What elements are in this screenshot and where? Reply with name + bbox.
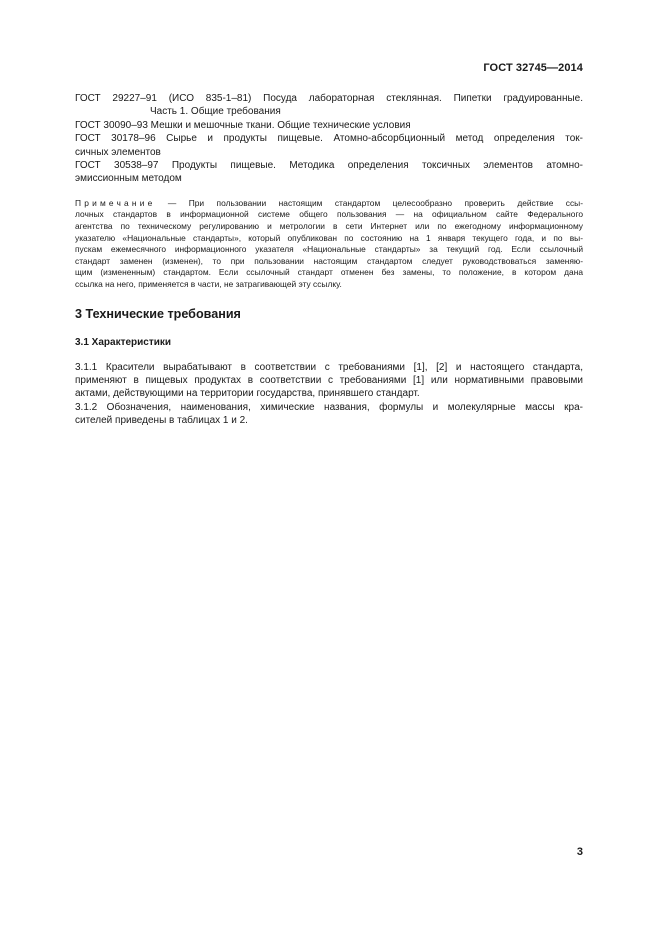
- note-line: щим (измененным) стандартом. Если ссылочный стандарт отменен без замены, то положение, в котором дана: [75, 267, 583, 278]
- note-label: Примечание: [75, 197, 156, 208]
- reference-item: [75, 159, 583, 186]
- reference-line: ГОСТ 30538–97 Продукты пищевые. Методика определения токсичных элементов атомно-: [75, 160, 583, 172]
- reference-item: [75, 119, 583, 132]
- reference-line: эмиссионным методом: [75, 173, 182, 185]
- note-line: пускам ежемесячного информационного указателя «Национальные стандарты» за текущий год. Если ссылочный: [75, 244, 583, 255]
- note-line: Примечание — При пользовании настоящим стандартом целесообразно проверить действие ссы-: [75, 197, 583, 208]
- subsection-title: 3.1 Характеристики: [75, 336, 172, 348]
- paragraph-line: сителей приведены в таблицах 1 и 2.: [75, 415, 248, 427]
- page-number: 3: [576, 846, 583, 858]
- reference-line: сичных элементов: [75, 146, 161, 158]
- paragraph-line: применяют в пищевых продуктах в соответствии с требованиями [1] или нормативными правовыми: [75, 375, 583, 386]
- note-line: лочных стандартов в информационной системе общего пользования — на официальном сайте Федерального: [75, 209, 583, 220]
- reference-line: ГОСТ 30178–96 Сырье и продукты пищевые. Атомно-абсорбционный метод определения ток-: [75, 133, 583, 145]
- reference-line: ГОСТ 30090–93 Мешки и мешочные ткани. Общие технические условия: [75, 119, 411, 131]
- note-line: ссылка на него, применяется в части, не затрагивающей эту ссылку.: [75, 279, 342, 289]
- reference-item: [75, 92, 583, 119]
- paragraph-line: 3.1.1 Красители вырабатывают в соответствии с требованиями [1], [2] и настоящего стандарта,: [75, 361, 583, 373]
- paragraph-line: 3.1.2 Обозначения, наименования, химические названия, формулы и молекулярные массы кра-: [75, 401, 583, 413]
- paragraph: [75, 401, 583, 428]
- paragraph: [75, 361, 583, 401]
- reference-line: ГОСТ 29227–91 (ИСО 835-1–81) Посуда лабораторная стеклянная. Пипетки градуированные.: [75, 93, 583, 104]
- document-number-header: ГОСТ 32745—2014: [483, 62, 583, 74]
- section-title: 3 Технические требования: [75, 306, 241, 321]
- note-block: [75, 198, 583, 291]
- reference-line: Часть 1. Общие требования: [150, 106, 281, 118]
- paragraph-line: актами, действующими на территории государства, принявшего стандарт.: [75, 388, 420, 400]
- page-content: [75, 92, 583, 428]
- reference-item: [75, 132, 583, 159]
- note-line: агентства по техническому регулированию и метрологии в сети Интернет или по ежегодному информационному: [75, 221, 583, 232]
- note-line: указателю «Национальные стандарты», который опубликован по состоянию на 1 января текущего года, и по вы-: [75, 232, 583, 243]
- note-line: стандарт заменен (изменен), то при пользовании настоящим стандартом следует руководствоваться заменяю-: [75, 255, 583, 266]
